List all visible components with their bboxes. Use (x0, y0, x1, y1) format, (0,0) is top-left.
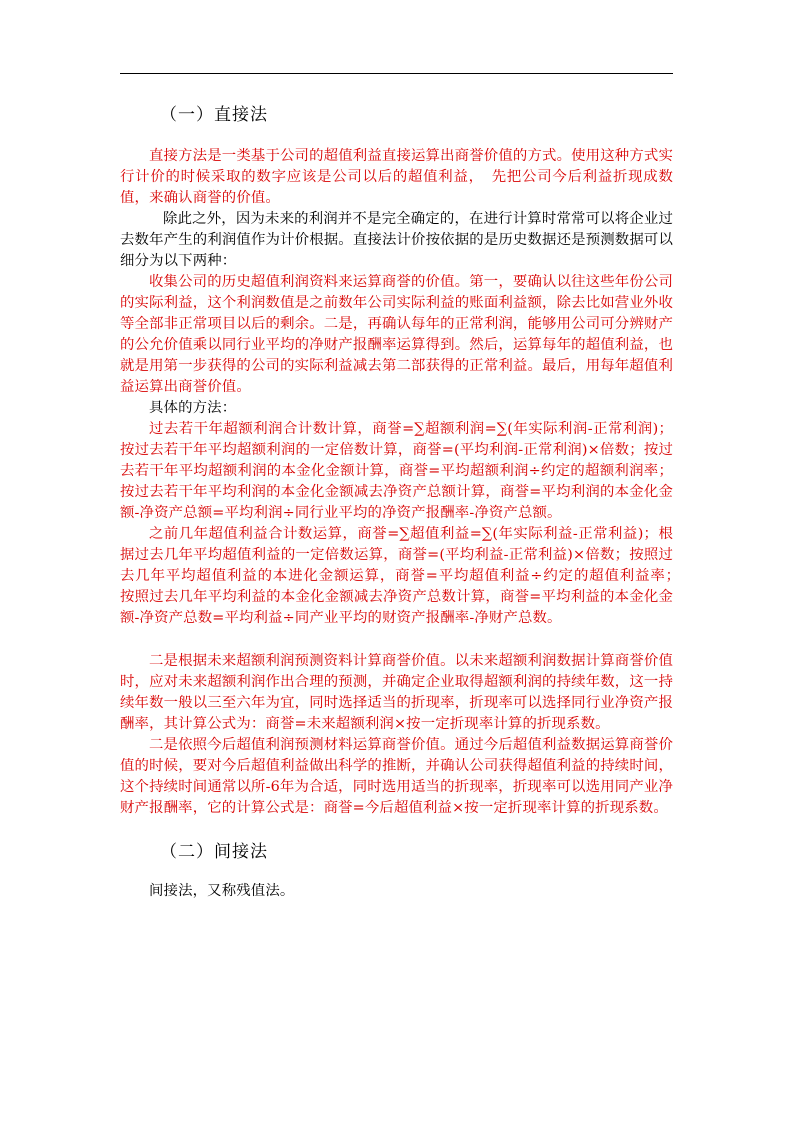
paragraph-future-benefit-forecast: 二是依照今后超值利润预测材料运算商誉价值。通过今后超值利益数据运算商誉价值的时候，要对今后超值利益做出科学的推断，并确认公司获得超值利益的持续时间，这个持续时间通常以所-6年为合适，同时选用适当的折现率，折现率可以选用同产业净财产报酬率，它的计算公式是：商誉=今后超值利益×按一定折现率计算的折现系数。 (120, 737, 673, 816)
section-heading-direct-method: （一）直接法 (160, 105, 268, 125)
document-body (120, 100, 688, 902)
section-heading-indirect-method: （二）间接法 (160, 842, 268, 862)
paragraph-methods-label: 具体的方法： (149, 400, 237, 416)
header-rule (120, 73, 673, 74)
paragraph-future-profit-forecast: 二是根据未来超额利润预测资料计算商誉价值。以未来超额利润数据计算商誉价值时，应对未来超额利润作出合理的预测，并确定企业取得超额利润的持续年数，这一持续年数一般以三至六年为宜，同时选择适当的折现率，折现率可以选择同行业净资产报酬率，其计算公式为：商誉=未来超额利润×按一定折现率计算的折现系数。 (120, 653, 673, 732)
paragraph-indirect-intro: 间接法，又称残值法。 (149, 883, 295, 899)
paragraph-excess-profit-formulas: 过去若干年超额利润合计数计算，商誉=∑超额利润=∑(年实际利润-正常利润)；按过去若干年平均超额利润的一定倍数计算，商誉=(平均利润-正常利润)×倍数；按过去若干年平均超额利润的本金化金额计算，商誉=平均超额利润÷约定的超额利润率；按过去若干年平均利润的本金化金额减去净资产总额计算，商誉=平均利润的本金化金额-净资产总额=平均利润÷同行业平均的净资产报酬率-净资产总额。 (120, 421, 673, 521)
paragraph-historical-calc: 收集公司的历史超值利润资料来运算商誉的价值。第一，要确认以往这些年份公司的实际利益，这个利润数值是之前数年公司实际利益的账面利益额，除去比如营业外收等全部非正常项目以后的剩余。二是，再确认每年的正常利润，能够用公司可分辨财产的公允价值乘以同行业平均的净财产报酬率运算得到。然后，运算每年的超值利益，也就是用第一步获得的公司的实际利益减去第二部获得的正常利益。最后，用每年超值利益运算出商誉价值。 (120, 274, 673, 395)
paragraph-excess-benefit-formulas: 之前几年超值利益合计数运算，商誉=∑超值利益=∑(年实际利益-正常利益)；根据过去几年平均超值利益的一定倍数运算，商誉=(平均利益-正常利益)×倍数；按照过去几年平均超值利益的本进化金额运算，商誉=平均超值利益÷约定的超值利益率； 按照过去几年平均利益的本金化金额减去净资产总数计算，商誉=平均利益的本金化金额-净资产总数=平均利益÷同产业平均的财资产报酬率-净财产总数。 (120, 526, 688, 626)
paragraph-historical-basis: 除此之外，因为未来的利润并不是完全确定的，在进行计算时常常可以将企业过去数年产生的利润值作为计价根据。直接法计价按依据的是历史数据还是预测数据可以细分为以下两种： (120, 211, 673, 269)
paragraph-direct-intro: 直接方法是一类基于公司的超值利益直接运算出商誉价值的方式。使用这种方式实行计价的时候采取的数字应该是公司以后的超值利益， 先把公司今后利益折现成数值，来确认商誉的价值。 (120, 148, 673, 206)
